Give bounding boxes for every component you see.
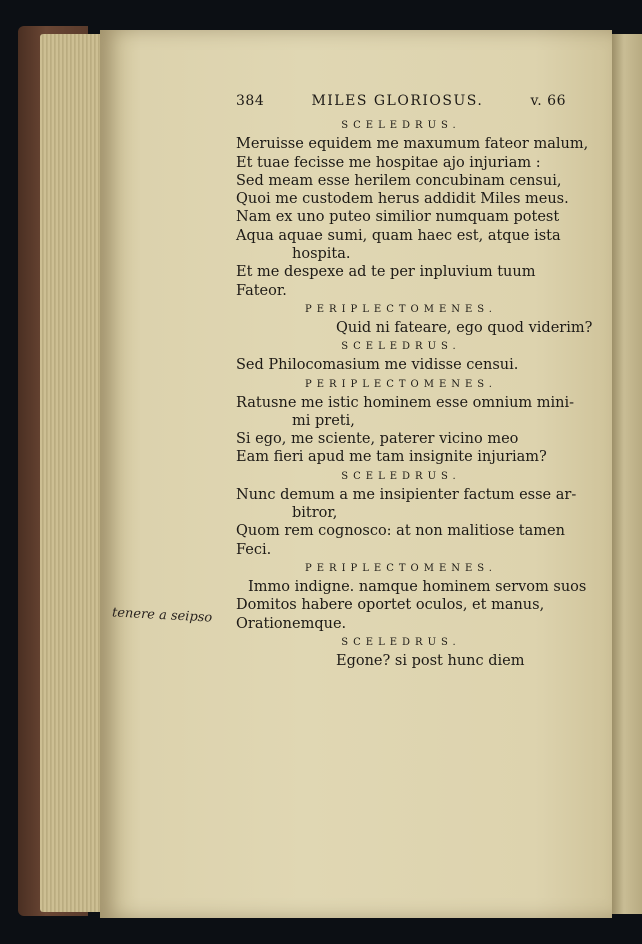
verse-line: Nam ex uno puteo similior numquam potest: [236, 209, 560, 226]
speaker-name: SCELEDRUS.: [341, 120, 461, 132]
verse-line: Egone? si post hunc diem: [336, 652, 525, 669]
page-text: [236, 92, 593, 670]
speaker-name: SCELEDRUS.: [341, 470, 461, 482]
verse-line: bitror,: [292, 505, 338, 522]
verse-line: Domitos habere oportet oculos, et manus,: [236, 597, 545, 614]
verse-line: Ratusne me istic hominem esse omnium mini-: [236, 394, 575, 411]
speaker-name: SCELEDRUS.: [341, 341, 461, 353]
facing-page-edge: [612, 34, 642, 914]
verse-line: Fateor.: [236, 282, 287, 299]
verse-line: Quoi me custodem herus addidit Miles meus.: [236, 191, 569, 208]
verse-line: Orationemque.: [236, 615, 347, 632]
verse-line: Aqua aquae sumi, quam haec est, atque ista: [236, 227, 561, 244]
page-number: 384: [236, 93, 265, 109]
speaker-name: PERIPLECTOMENES.: [305, 303, 497, 315]
verse-line: Nunc demum a me insipienter factum esse ar-: [236, 486, 577, 503]
verse-number: v. 66: [530, 93, 566, 109]
verse-line: Sed Philocomasium me vidisse censui.: [236, 357, 519, 374]
speaker-name: SCELEDRUS.: [341, 636, 461, 648]
dialogue-lines: [236, 116, 593, 670]
verse-line: Feci.: [236, 541, 272, 558]
running-title: MILES GLORIOSUS.: [311, 93, 484, 109]
verse-line: Quom rem cognosco: at non malitiose tamen: [236, 523, 565, 540]
verse-line: Sed meam esse herilem concubinam censui,: [236, 172, 562, 189]
verse-line: Si ego, me sciente, paterer vicino meo: [236, 431, 519, 448]
verse-line: Et me despexe ad te per inpluvium tuum: [236, 264, 536, 281]
speaker-name: PERIPLECTOMENES.: [305, 562, 497, 574]
verse-line: Eam fieri apud me tam insignite injuriam?: [236, 449, 547, 466]
verse-line: Immo indigne. namque hominem servom suos: [248, 578, 587, 595]
handwritten-margin-note: tenere a seipso: [111, 605, 213, 626]
verse-line: Et tuae fecisse me hospitae ajo injuriam :: [236, 154, 541, 171]
verse-line: mi preti,: [292, 412, 355, 429]
verse-line: hospita.: [292, 246, 351, 263]
running-header: [236, 92, 566, 110]
verse-line: Meruisse equidem me maxumum fateor malum,: [236, 136, 589, 153]
speaker-name: PERIPLECTOMENES.: [305, 378, 497, 390]
verse-line: Quid ni fateare, ego quod viderim?: [336, 319, 593, 336]
